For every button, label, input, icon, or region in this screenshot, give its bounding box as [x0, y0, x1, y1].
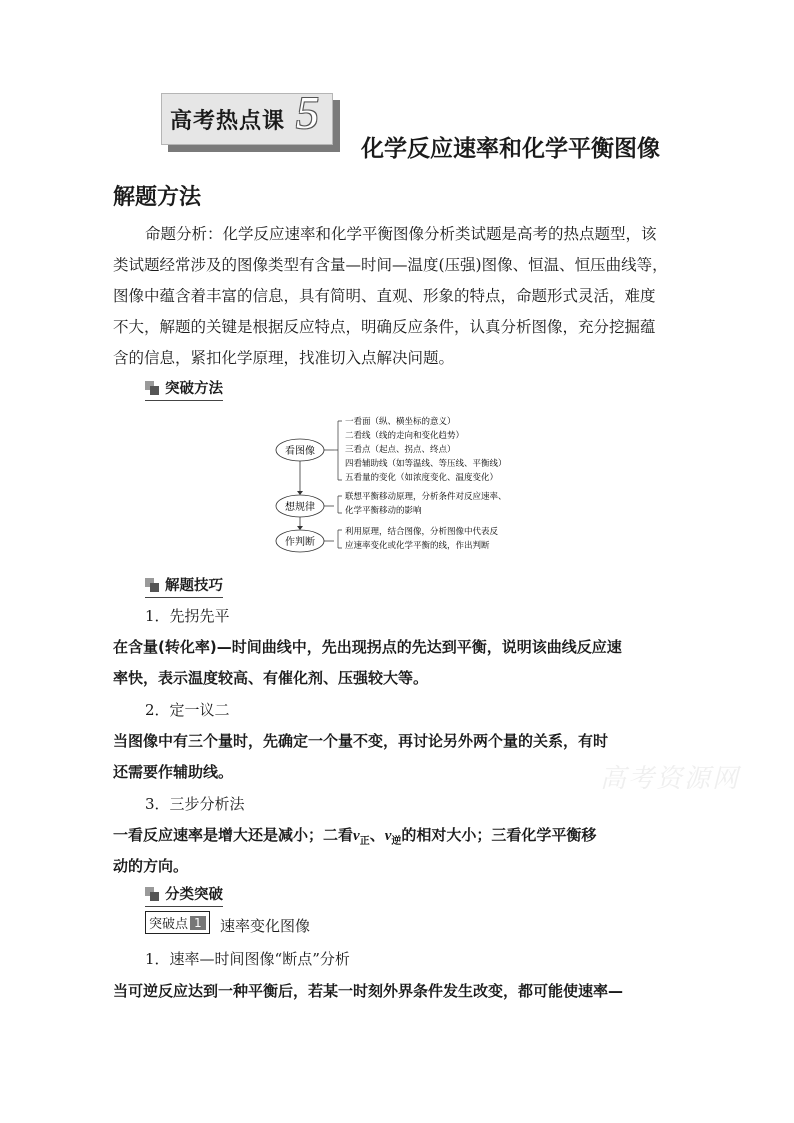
- intro-line-2: 类试题经常涉及的图像类型有含量—时间—温度(压强)图像、恒温、恒压曲线等，: [113, 256, 668, 274]
- badge-text: 高考热点课: [170, 108, 286, 134]
- breakthrough-point-title: 速率变化图像: [220, 917, 311, 935]
- badge-number: 5: [296, 87, 319, 138]
- skill-1-title: 1．先拐先平: [145, 607, 230, 625]
- look-note-3: 三看点（起点、拐点、终点）: [345, 445, 456, 455]
- category-subtitle: 1．速率—时间图像“断点”分析: [145, 950, 350, 968]
- intro-line-3: 图像中蕴含着丰富的信息，具有简明、直观、形象的特点，命题形式灵活，难度: [113, 287, 656, 305]
- skill-3-line-1: 一看反应速率是增大还是减小；二看$v_正$、$v_逆$的相对大小；三看化学平衡移: [113, 826, 597, 847]
- judge-bracket: [324, 530, 342, 548]
- skill-3-title: 3．三步分析法: [145, 795, 245, 813]
- look-note-5: 五看量的变化（如浓度变化、温度变化）: [345, 473, 499, 483]
- step-judge: 作判断: [285, 537, 315, 548]
- method-flow-diagram: [270, 410, 580, 560]
- arrow-head-1: [297, 491, 303, 495]
- think-note-2: 化学平衡移动的影响: [345, 506, 422, 516]
- skill-1-line-2: 率快，表示温度较高、有催化剂、压强较大等。: [113, 669, 429, 687]
- skills-heading: 解题技巧: [145, 574, 223, 598]
- look-bracket: [324, 421, 342, 480]
- skill-3-line-2: 动的方向。: [113, 857, 189, 875]
- look-note-1: 一看面（纵、横坐标的意义）: [345, 417, 456, 427]
- intro-line-1: 命题分析：化学反应速率和化学平衡图像分析类试题是高考的热点题型，该: [145, 225, 657, 243]
- intro-line-5: 含的信息，紧扣化学原理，找准切入点解决问题。: [113, 349, 455, 367]
- look-note-2: 二看线（线的走向和变化趋势）: [345, 431, 465, 441]
- square-bullet-icon: [145, 381, 159, 395]
- category-last-line: 当可逆反应达到一种平衡后，若某一时刻外界条件发生改变，都可能使速率—: [113, 982, 624, 1000]
- step-think: 想规律: [285, 502, 315, 513]
- look-note-4: 四看辅助线（如等温线、等压线、平衡线）: [345, 459, 507, 469]
- think-note-1: 联想平衡移动原理，分析条件对反应速率、: [345, 492, 507, 502]
- skill-1-line-1: 在含量(转化率)—时间曲线中，先出现拐点的先达到平衡，说明该曲线反应速: [113, 638, 622, 656]
- categories-heading: 分类突破: [145, 883, 223, 907]
- skill-2-line-2: 还需要作辅助线。: [113, 763, 234, 781]
- watermark: 高考资源网: [600, 764, 741, 794]
- breakthrough-heading: 突破方法: [145, 377, 223, 401]
- square-bullet-icon: [145, 578, 159, 592]
- skill-2-line-1: 当图像中有三个量时，先确定一个量不变，再讨论另外两个量的关系，有时: [113, 732, 609, 750]
- judge-note-1: 利用原理，结合图像，分析图像中代表反: [345, 527, 499, 537]
- judge-note-2: 应速率变化或化学平衡的线，作出判断: [345, 541, 490, 551]
- arrow-head-2: [297, 526, 303, 530]
- section-title: 解题方法: [113, 185, 202, 210]
- step-look: 看图像: [285, 446, 315, 457]
- skill-2-title: 2．定一议二: [145, 701, 230, 719]
- chapter-title: 化学反应速率和化学平衡图像: [361, 136, 660, 162]
- intro-line-4: 不大，解题的关键是根据反应特点，明确反应条件，认真分析图像，充分挖掘蕴: [113, 318, 656, 336]
- square-bullet-icon: [145, 887, 159, 901]
- intro-paragraph: [113, 219, 693, 374]
- think-bracket: [324, 496, 342, 513]
- breakthrough-point-tag: 突破点 1: [145, 911, 210, 934]
